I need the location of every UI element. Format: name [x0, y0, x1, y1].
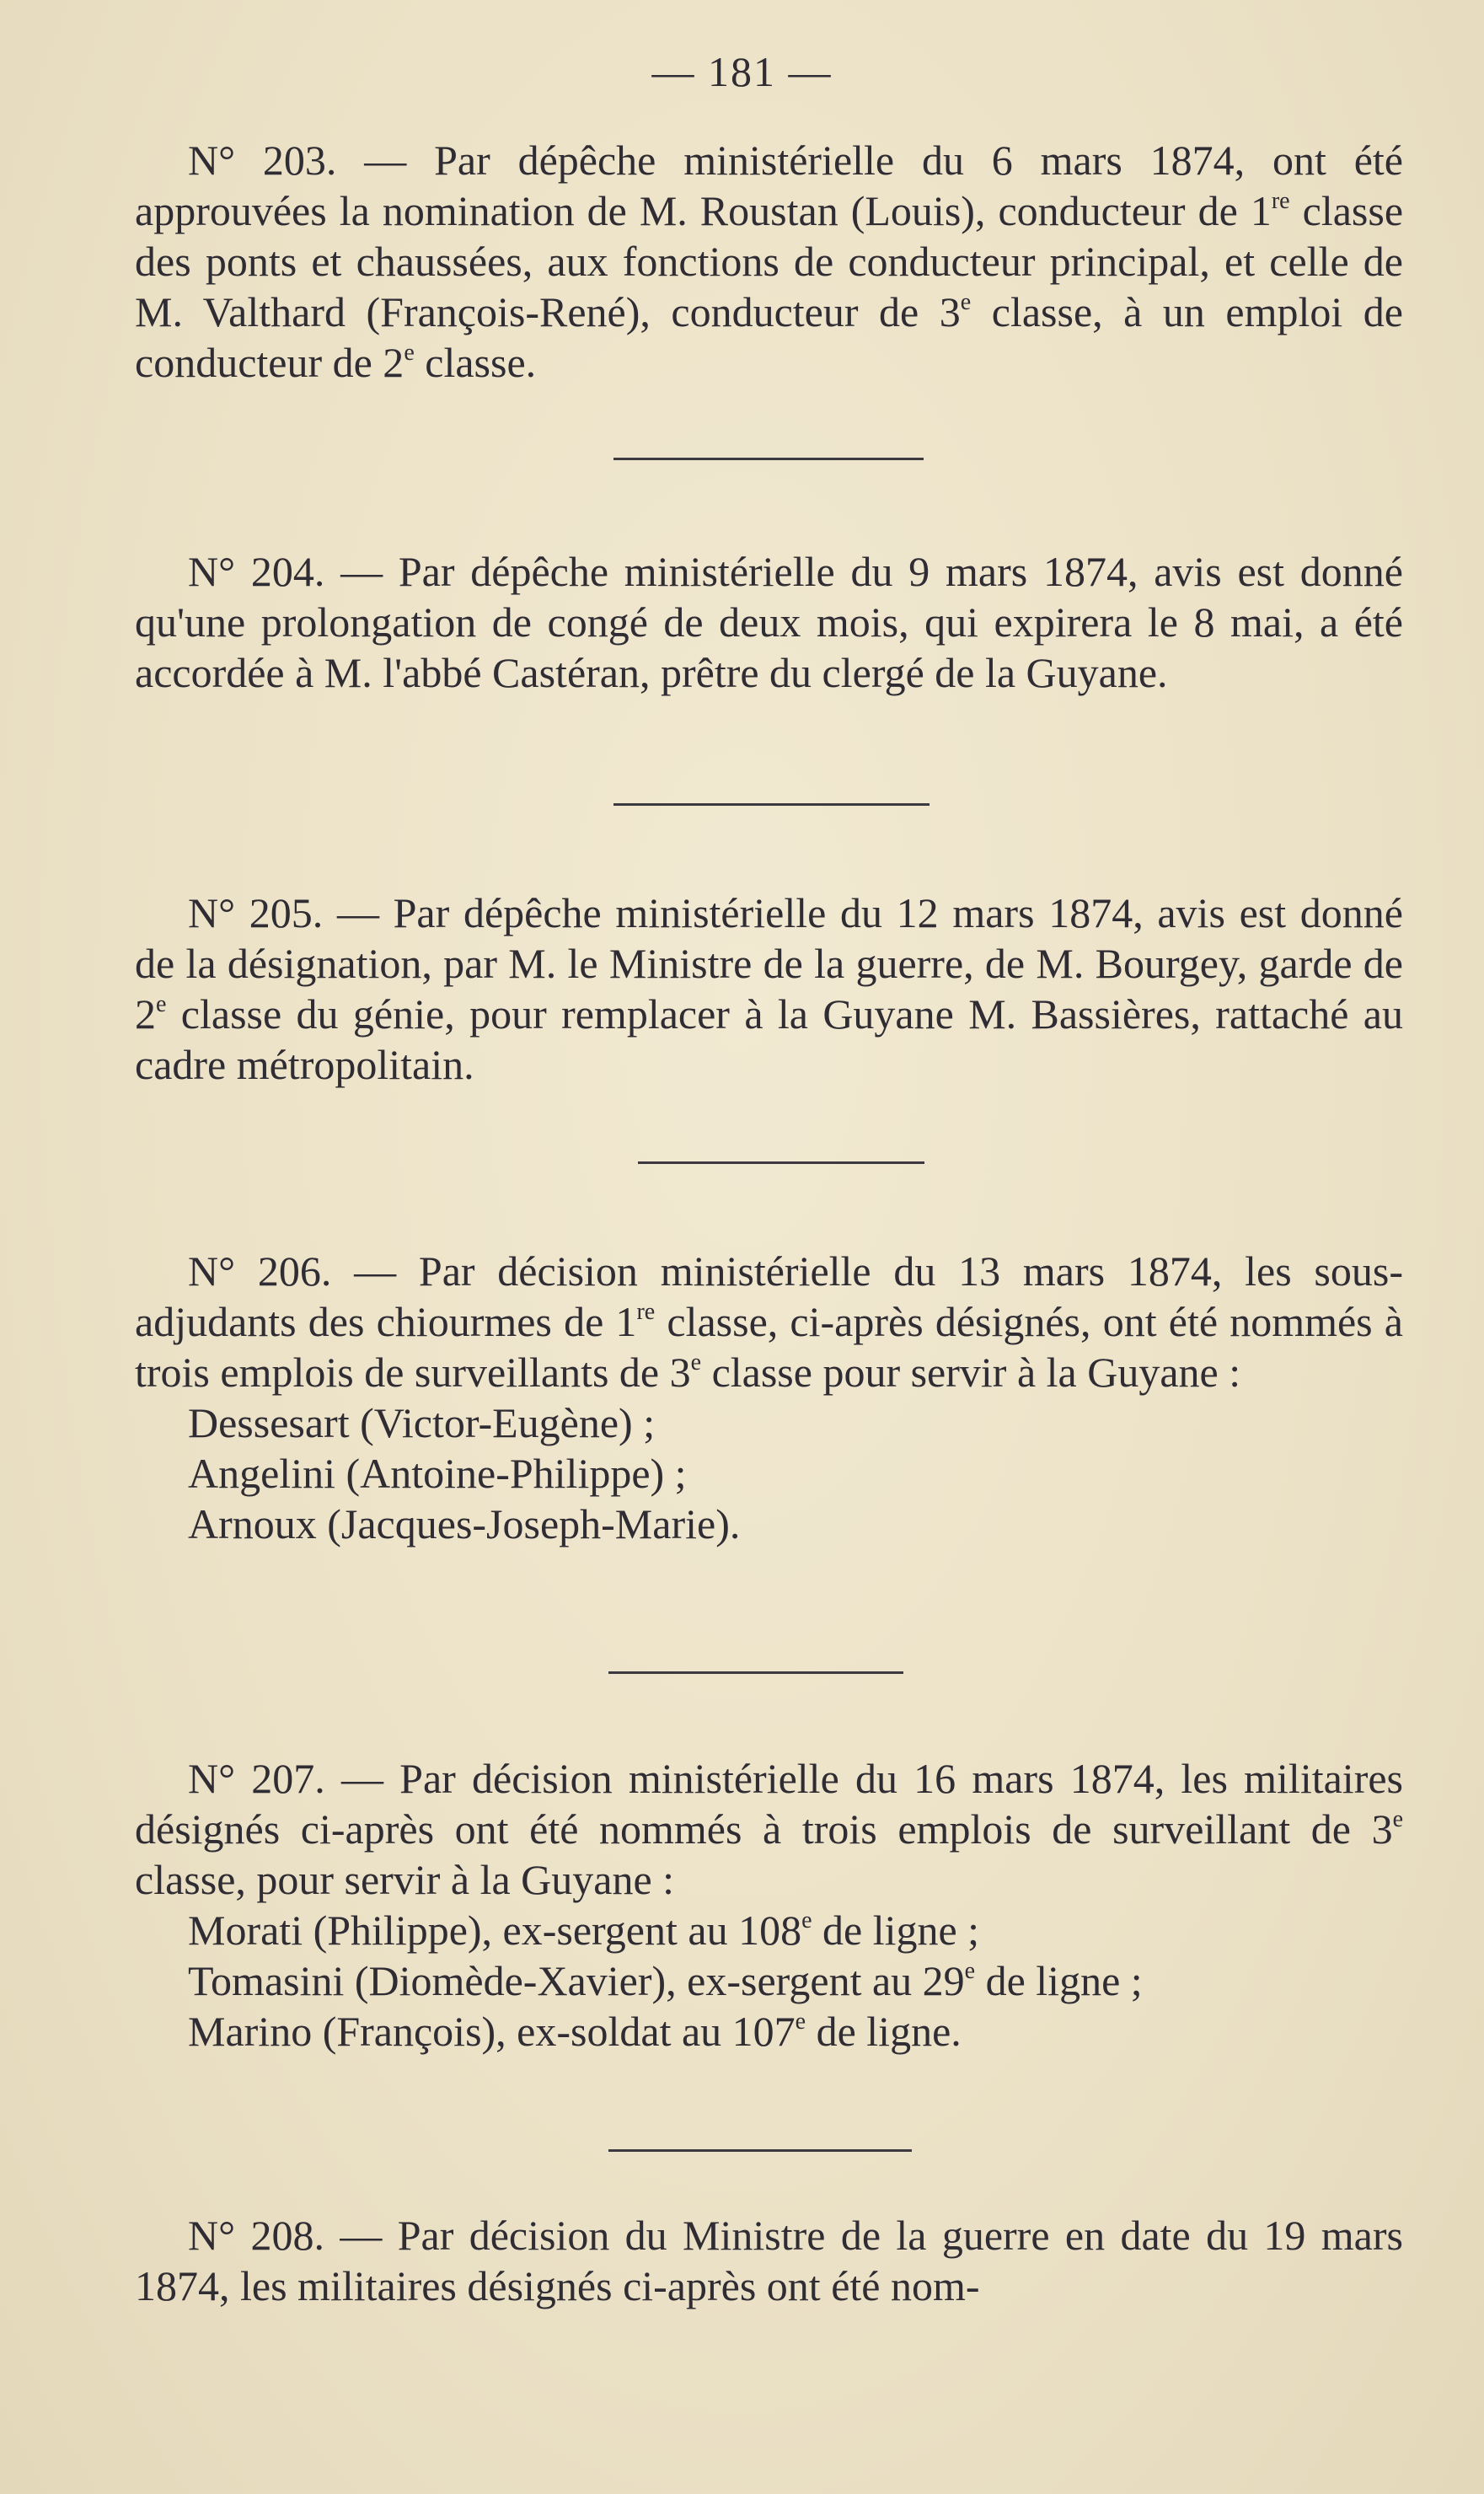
page-number: — 181 — — [651, 48, 833, 95]
entry-number: N° 203. — [188, 137, 337, 184]
separator-rule — [638, 1161, 924, 1164]
entry-207 — [135, 1753, 1403, 2057]
entry-number: N° 204. — [188, 548, 325, 595]
entry-208 — [135, 2210, 1403, 2311]
name-list-item: Morati (Philippe), ex-sergent au 108e de ligne ; — [188, 1907, 980, 1954]
entry-208-paragraph: N° 208. — Par décision du Ministre de la guerre en date du 19 mars 1874, les militaires désignés ci-après ont été nom- — [135, 2212, 1403, 2309]
separator-rule — [613, 803, 930, 806]
separator-rule — [608, 1671, 903, 1674]
entry-206 — [135, 1246, 1403, 1549]
entry-203 — [135, 135, 1403, 388]
name-list-item: Tomasini (Diomède-Xavier), ex-sergent au 29e de ligne ; — [188, 1957, 1143, 2004]
entry-number: N° 205. — [188, 889, 324, 936]
entry-205 — [135, 888, 1403, 1090]
name-list-item: Dessesart (Victor-Eugène) ; — [188, 1399, 656, 1446]
name-list-item: Angelini (Antoine-Philippe) ; — [188, 1450, 687, 1497]
entry-204 — [135, 546, 1403, 698]
entry-206-paragraph: N° 206. — Par décision ministérielle du 13 mars 1874, les sous-adjudants des chiourmes de 1re classe, ci-après désignés, ont été nommés à trois emplois de surveillants de 3e classe pour servir à la Guyane : — [135, 1247, 1403, 1396]
entry-205-paragraph: N° 205. — Par dépêche ministérielle du 12 mars 1874, avis est donné de la désignation, par M. le Ministre de la guerre, de M. Bourgey, garde de 2e classe du génie, pour remplacer à la Guyane M. Bassières, rattaché au cadre métropolitain. — [135, 889, 1403, 1088]
entry-number: N° 207. — [188, 1755, 325, 1802]
separator-rule — [608, 2149, 912, 2152]
name-list-item: Marino (François), ex-soldat au 107e de ligne. — [188, 2008, 962, 2055]
entry-number: N° 208. — [188, 2212, 324, 2259]
entry-204-paragraph: N° 204. — Par dépêche ministérielle du 9 mars 1874, avis est donné qu'une prolongation de congé de deux mois, qui expirera le 8 mai, a été accordée à M. l'abbé Castéran, prêtre du clergé de la Guyane. — [135, 548, 1403, 696]
entry-number: N° 206. — [188, 1247, 332, 1295]
name-list-item: Arnoux (Jacques-Joseph-Marie). — [188, 1500, 741, 1547]
separator-rule — [613, 458, 924, 460]
entry-203-paragraph: N° 203. — Par dépêche ministérielle du 6 mars 1874, ont été approuvées la nomination de M. Roustan (Louis), conducteur de 1re classe des ponts et chaussées, aux fonctions de conducteur principal, et celle de M. Valthard (François-René), conducteur de 3e classe, à un emploi de conducteur de 2e classe. — [135, 137, 1404, 386]
entry-207-paragraph: N° 207. — Par décision ministérielle du 16 mars 1874, les militaires désignés ci-après ont été nommés à trois emplois de surveillant de 3e classe, pour servir à la Guyane : — [135, 1755, 1403, 1903]
